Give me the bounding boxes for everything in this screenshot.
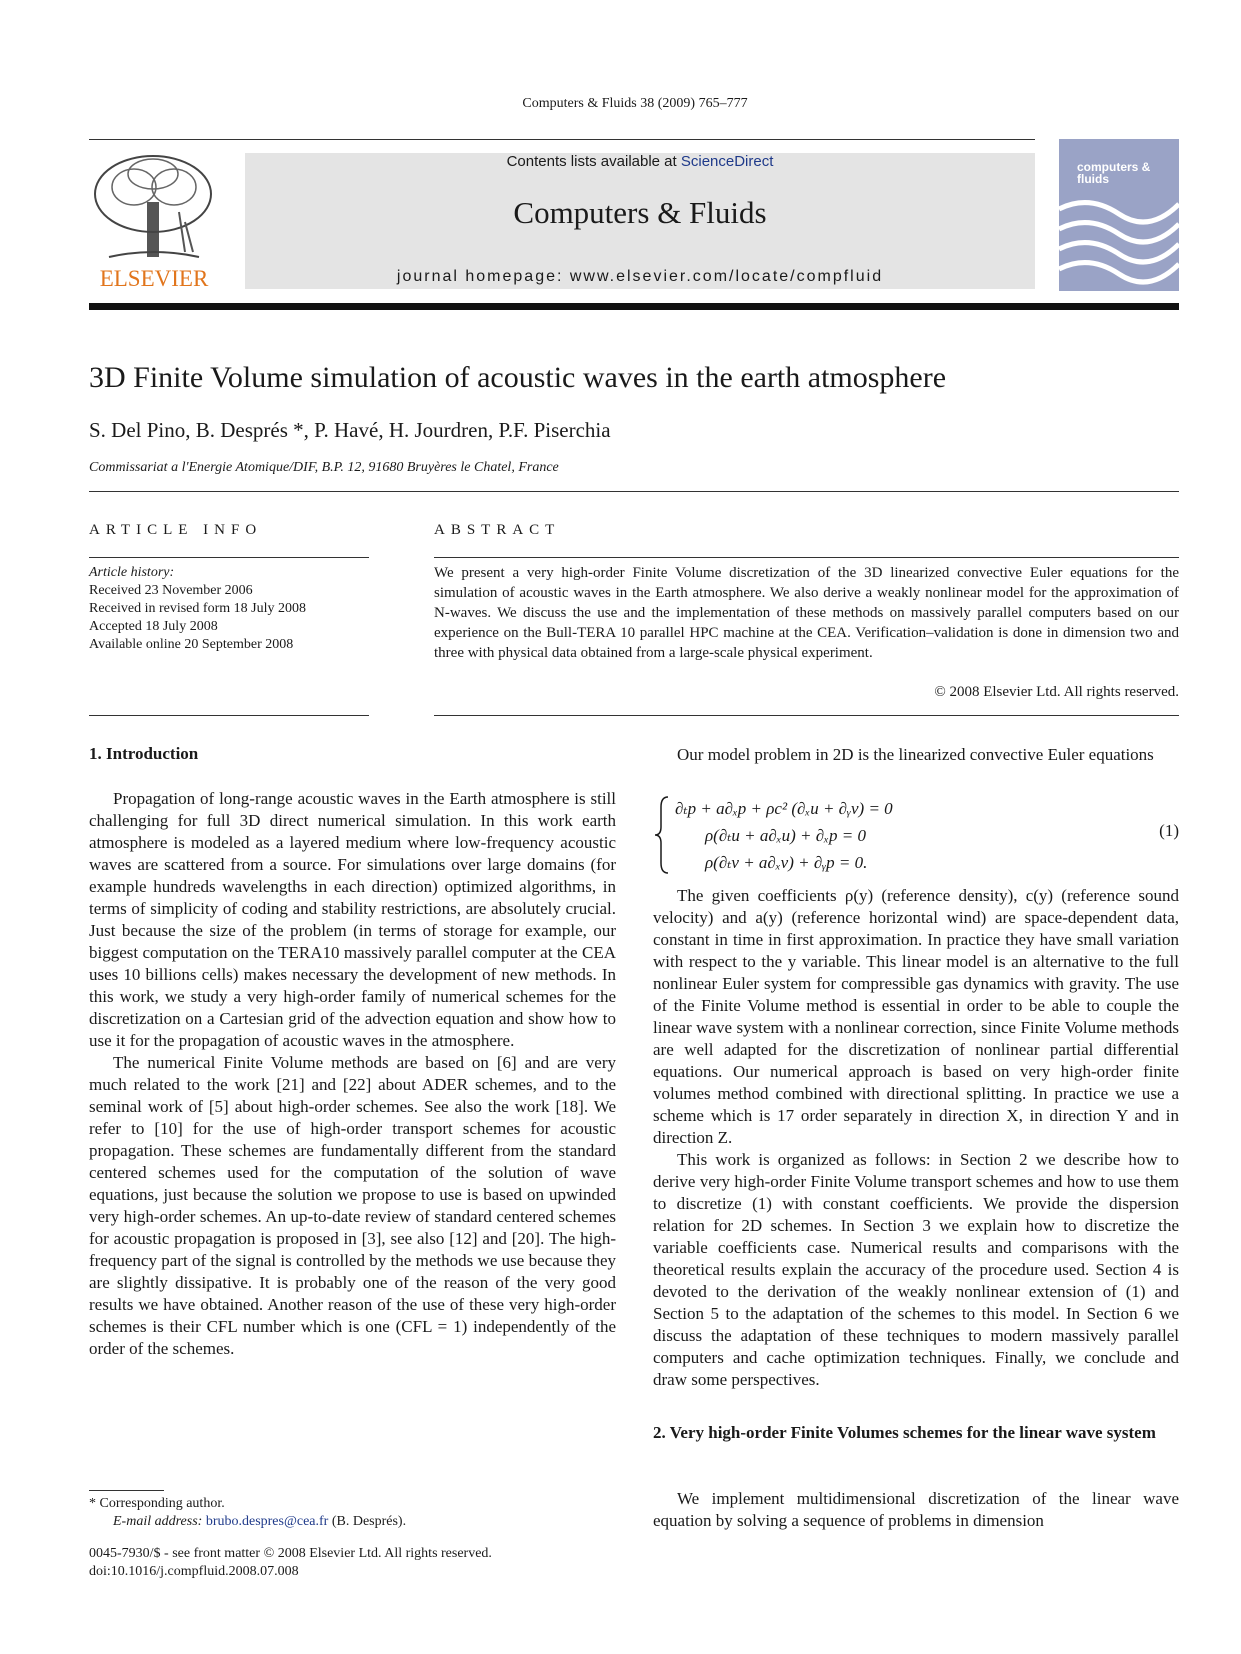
abstract-bottom-rule — [434, 715, 1179, 716]
section-2-heading: 2. Very high-order Finite Volumes schemes for the linear wave system — [653, 1423, 1156, 1442]
header-thick-rule — [89, 303, 1179, 310]
journal-name: Computers & Fluids — [513, 195, 767, 230]
journal-homepage[interactable]: journal homepage: www.elsevier.com/locate/compfluid — [396, 268, 884, 285]
sciencedirect-link[interactable]: ScienceDirect — [680, 153, 774, 170]
history-received: Received 23 November 2006 — [89, 583, 253, 598]
contents-line: Contents lists available at ScienceDirect — [506, 153, 774, 170]
intro-paragraph-2: The numerical Finite Volume methods are based on [6] and are very much related to the work [21] and [22] about ADER schemes, and to the seminal work of [5] about high-order schemes. See also the work [18]. We refer to [10] for the use of high-order transport schemes for acoustic propagation. These schemes are fundamentally different from the standard centered schemes used for the computation of the solution of wave equations, just because the solution we propose to use is based on upwinded very high-order schemes. An up-to-date review of standard centered schemes for acoustic propagation is proposed in [3], see also [12] and [20]. The high-frequency part of the signal is controlled by the methods we use because they are slightly dissipative. It is probably one of the reason of the very good results we have obtained. Another reason of the use of these very high-order schemes is their CFL number which is one (CFL = 1) independently of the order of the schemes. — [89, 1053, 616, 1358]
coefficients-paragraph: The given coefficients ρ(y) (reference density), c(y) (reference sound velocity) and a(y) (reference horizontal wind) are space-dependent data, constant in time in first approximation. In practice they have small variation with respect to the y variable. This linear model is an alternative to the full nonlinear Euler system for compressible gas dynamics with gravity. The use of the Finite Volume method is essential in order to be able to couple the linear wave system with a nonlinear correction, since Finite Volume methods are well adapted for the discretization of nonlinear partial differential equations. Our numerical approach is based on very high-order finite volumes method combined with directional splitting. In practice we use a scheme which is 17 order separately in direction X, in direction Y and in direction Z. — [653, 886, 1179, 1147]
equation-line-3: ρ(∂ₜv + a∂ₓv) + ∂ᵧp = 0. — [705, 853, 868, 872]
author-list: S. Del Pino, B. Després *, P. Havé, H. Jourdren, P.F. Piserchia — [89, 418, 611, 442]
history-accepted: Accepted 18 July 2008 — [89, 619, 218, 634]
journal-banner — [245, 153, 1035, 289]
email-label: E-mail address: — [113, 1514, 206, 1529]
issn-line: 0045-7930/$ - see front matter © 2008 Elsevier Ltd. All rights reserved. — [89, 1546, 492, 1561]
history-heading: Article history: — [89, 565, 175, 580]
footnote-rule — [89, 1490, 164, 1491]
model-paragraph: Our model problem in 2D is the linearized convective Euler equations — [677, 745, 1154, 764]
front-matter — [89, 1545, 492, 1581]
right-column-body — [653, 885, 1179, 1391]
info-bottom-rule — [89, 715, 369, 716]
left-column — [89, 788, 616, 1360]
brace-icon — [653, 795, 671, 875]
right-column-section-2 — [653, 1488, 1179, 1532]
organization-paragraph: This work is organized as follows: in Section 2 we describe how to derive very high-order Finite Volume transport schemes and how to use them to discretize (1) with constant coefficients. We provide the dispersion relation for 2D schemes. In Section 3 we explain how to discretize the variable coefficients case. Numerical results and comparisons with the theoretical results explain the accuracy of the procedure used. Section 4 is devoted to the derivation of the weakly nonlinear extension of (1) and Section 5 to the adaptation of the schemes to this model. In Section 6 we discuss the adaptation of these techniques to modern massively parallel computers and cache optimization techniques. Finally, we conclude and draw some perspectives. — [653, 1150, 1179, 1389]
journal-cover — [1059, 139, 1179, 291]
abstract-text: We present a very high-order Finite Volume discretization of the 3D linearized convective Euler equations for the simulation of acoustic waves in the Earth atmosphere. We also derive a weakly nonlinear model for the approximation of N-waves. We discuss the use and the implementation of these methods on massively parallel computers based on our experience on the Bull-TERA 10 parallel HPC machine at the CEA. Verification–validation is done in dimension two and three with physical data obtained from a large-scale physical experiment. — [434, 565, 1179, 661]
equation-1 — [653, 795, 1179, 875]
history-online: Available online 20 September 2008 — [89, 637, 294, 652]
equation-line-2: ρ(∂ₜu + a∂ₓu) + ∂ₓp = 0 — [705, 826, 866, 845]
section-2-paragraph: We implement multidimensional discretization of the linear wave equation by solving a sequence of problems in dimension — [653, 1489, 1179, 1530]
email-link[interactable]: brubo.despres@cea.fr — [205, 1514, 329, 1529]
corresponding-author-note: * Corresponding author. — [89, 1496, 225, 1511]
title-rule — [89, 491, 1179, 492]
info-top-rule — [89, 557, 369, 558]
equation-number: (1) — [1159, 821, 1179, 840]
abstract-top-rule — [434, 557, 1179, 558]
equation-line-1: ∂ₜp + a∂ₓp + ρc² (∂ₓu + ∂ᵧv) = 0 — [675, 799, 893, 818]
right-column-intro — [653, 744, 1179, 766]
history-revised: Received in revised form 18 July 2008 — [89, 601, 306, 616]
publisher-name: ELSEVIER — [99, 266, 209, 291]
email-suffix: (B. Després). — [328, 1514, 407, 1529]
doi-line: doi:10.1016/j.compfluid.2008.07.008 — [89, 1564, 299, 1579]
abstract-copyright: © 2008 Elsevier Ltd. All rights reserved. — [934, 684, 1179, 700]
article-title: 3D Finite Volume simulation of acoustic waves in the earth atmosphere — [89, 361, 947, 394]
section-1-heading: 1. Introduction — [89, 744, 199, 763]
cover-title: computers & fluids — [1077, 160, 1151, 186]
intro-paragraph-1: Propagation of long-range acoustic waves in the Earth atmosphere is still challenging for full 3D direct numerical simulation. In this work earth atmosphere is modeled as a layered medium where low-frequency acoustic waves are scattered from a source. For simulations over large domains (for example hundreds wavelengths in each direction) optimized algorithms, in terms of simplicity of coding and stability restrictions, are absolutely crucial. Just because the size of the problem (in terms of storage for example, our biggest computation on the TERA10 massively parallel computer at the CEA uses 10 billions cells) makes necessary the development of new methods. In this work, we study a very high-order family of numerical schemes for the discretization on a Cartesian grid of the advection equation and show how to use it for the propagation of acoustic waves in the atmosphere. — [89, 789, 616, 1050]
journal-citation: Computers & Fluids 38 (2009) 765–777 — [522, 96, 748, 111]
footnote — [89, 1495, 406, 1531]
tree-icon — [89, 152, 219, 264]
article-info-label: ARTICLE INFO — [89, 522, 263, 538]
abstract-label: ABSTRACT — [434, 522, 561, 538]
affiliation: Commissariat a l'Energie Atomique/DIF, B.P. 12, 91680 Bruyères le Chatel, France — [89, 460, 559, 475]
header-rule — [89, 139, 1035, 140]
article-history — [89, 564, 306, 654]
elsevier-logo — [89, 152, 219, 292]
